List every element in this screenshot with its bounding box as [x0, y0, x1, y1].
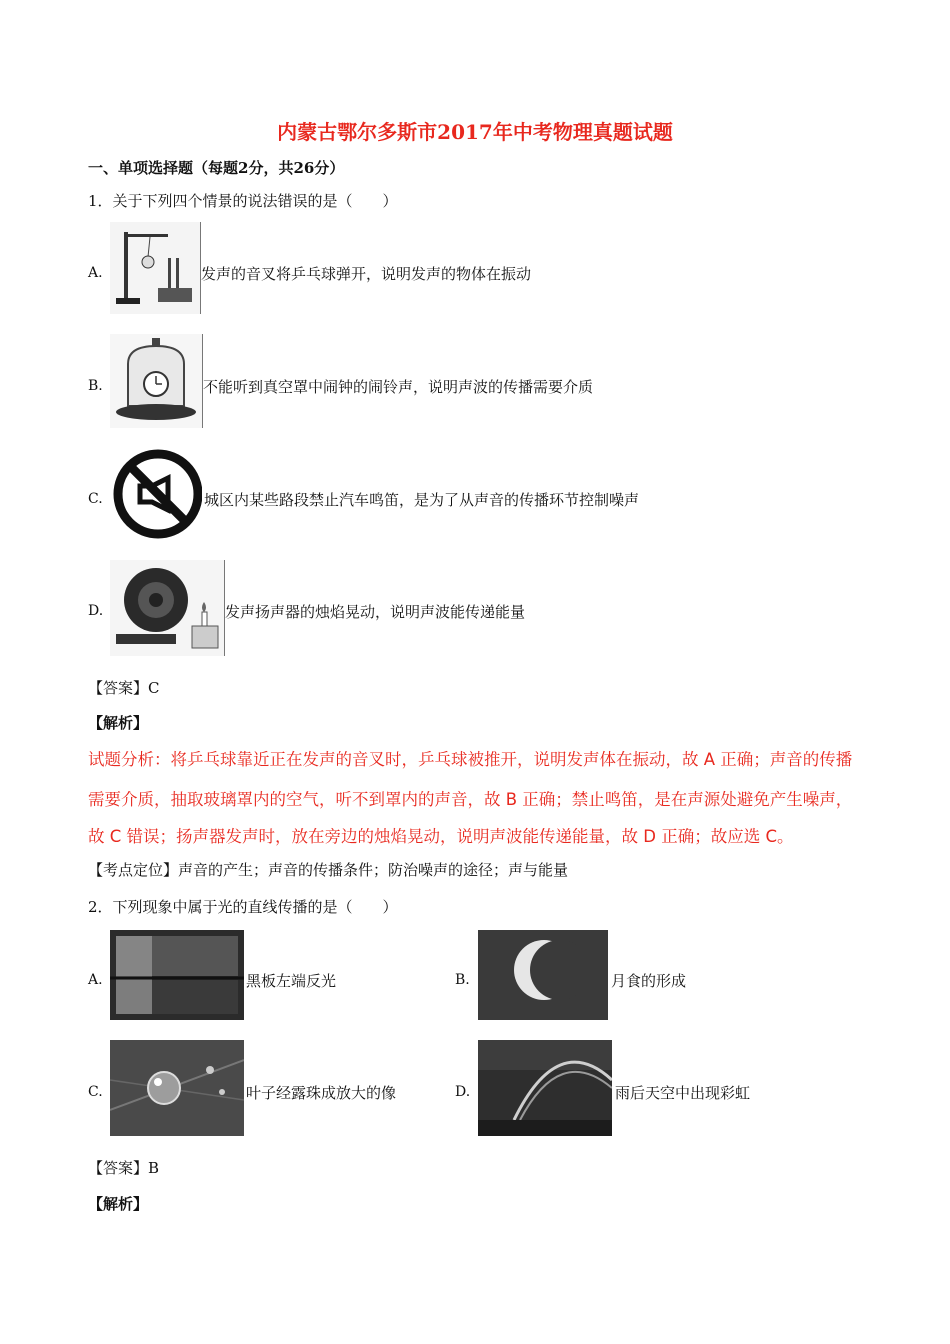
question-1-stem: 1．关于下列四个情景的说法错误的是（ ） — [88, 192, 398, 210]
tuning-fork-pingpong-icon — [110, 222, 201, 314]
lunar-eclipse-icon — [478, 930, 608, 1020]
q2-option-a-text: 黑板左端反光 — [246, 972, 337, 990]
blackboard-glare-icon — [110, 930, 244, 1020]
q2-option-a-letter: A. — [88, 972, 103, 988]
q1-option-b-letter: B. — [88, 378, 103, 394]
q1-analysis-line-2: 需要介质，抽取玻璃罩内的空气，听不到罩内的声音，故 B 正确；禁止鸣笛，是在声源处避免产生噪声， — [88, 790, 853, 809]
q1-option-a-text: 发声的音叉将乒乓球弹开，说明发声的物体在振动 — [201, 265, 532, 283]
dewdrop-leaf-icon — [110, 1040, 244, 1136]
q2-option-d-letter: D. — [455, 1084, 471, 1100]
q1-option-c-letter: C. — [88, 491, 103, 507]
page-title: 内蒙古鄂尔多斯市2017年中考物理真题试题 — [277, 120, 673, 144]
q1-option-d-letter: D. — [88, 603, 104, 619]
rainbow-icon — [478, 1040, 612, 1136]
speaker-candle-icon — [110, 560, 225, 656]
q1-analysis-line-3: 故 C 错误；扬声器发声时，放在旁边的烛焰晃动，说明声波能传递能量，故 D 正确；故应选 C。 — [88, 827, 794, 846]
q1-analysis-line-1: 试题分析：将乒乓球靠近正在发声的音叉时，乒乓球被推开，说明发声体在振动，故 A 正确；声音的传播 — [88, 750, 853, 769]
q1-analysis-label: 【解析】 — [88, 714, 149, 732]
q2-option-c-letter: C. — [88, 1084, 103, 1100]
q1-option-a-letter: A. — [88, 265, 103, 281]
q1-option-c-text: 城区内某些路段禁止汽车鸣笛，是为了从声音的传播环节控制噪声 — [204, 491, 640, 509]
q1-option-d-text: 发声扬声器的烛焰晃动，说明声波能传递能量 — [225, 603, 526, 621]
q2-option-b-letter: B. — [455, 972, 470, 988]
q2-answer: 【答案】B — [88, 1159, 160, 1177]
no-horn-sign-icon — [112, 448, 202, 540]
section-heading: 一、单项选择题（每题2分，共26分） — [88, 159, 345, 177]
bell-jar-clock-icon — [110, 334, 203, 428]
q2-option-b-text: 月食的形成 — [611, 972, 687, 990]
q2-analysis-label: 【解析】 — [88, 1195, 149, 1213]
q1-answer: 【答案】C — [88, 679, 160, 697]
q2-option-c-text: 叶子经露珠成放大的像 — [246, 1084, 397, 1102]
q1-option-b-text: 不能听到真空罩中闹钟的闹铃声，说明声波的传播需要介质 — [203, 378, 594, 396]
q2-option-d-text: 雨后天空中出现彩虹 — [615, 1084, 751, 1102]
question-2-stem: 2．下列现象中属于光的直线传播的是（ ） — [88, 898, 398, 916]
q1-kaodian: 【考点定位】声音的产生；声音的传播条件；防治噪声的途径；声与能量 — [88, 861, 569, 879]
